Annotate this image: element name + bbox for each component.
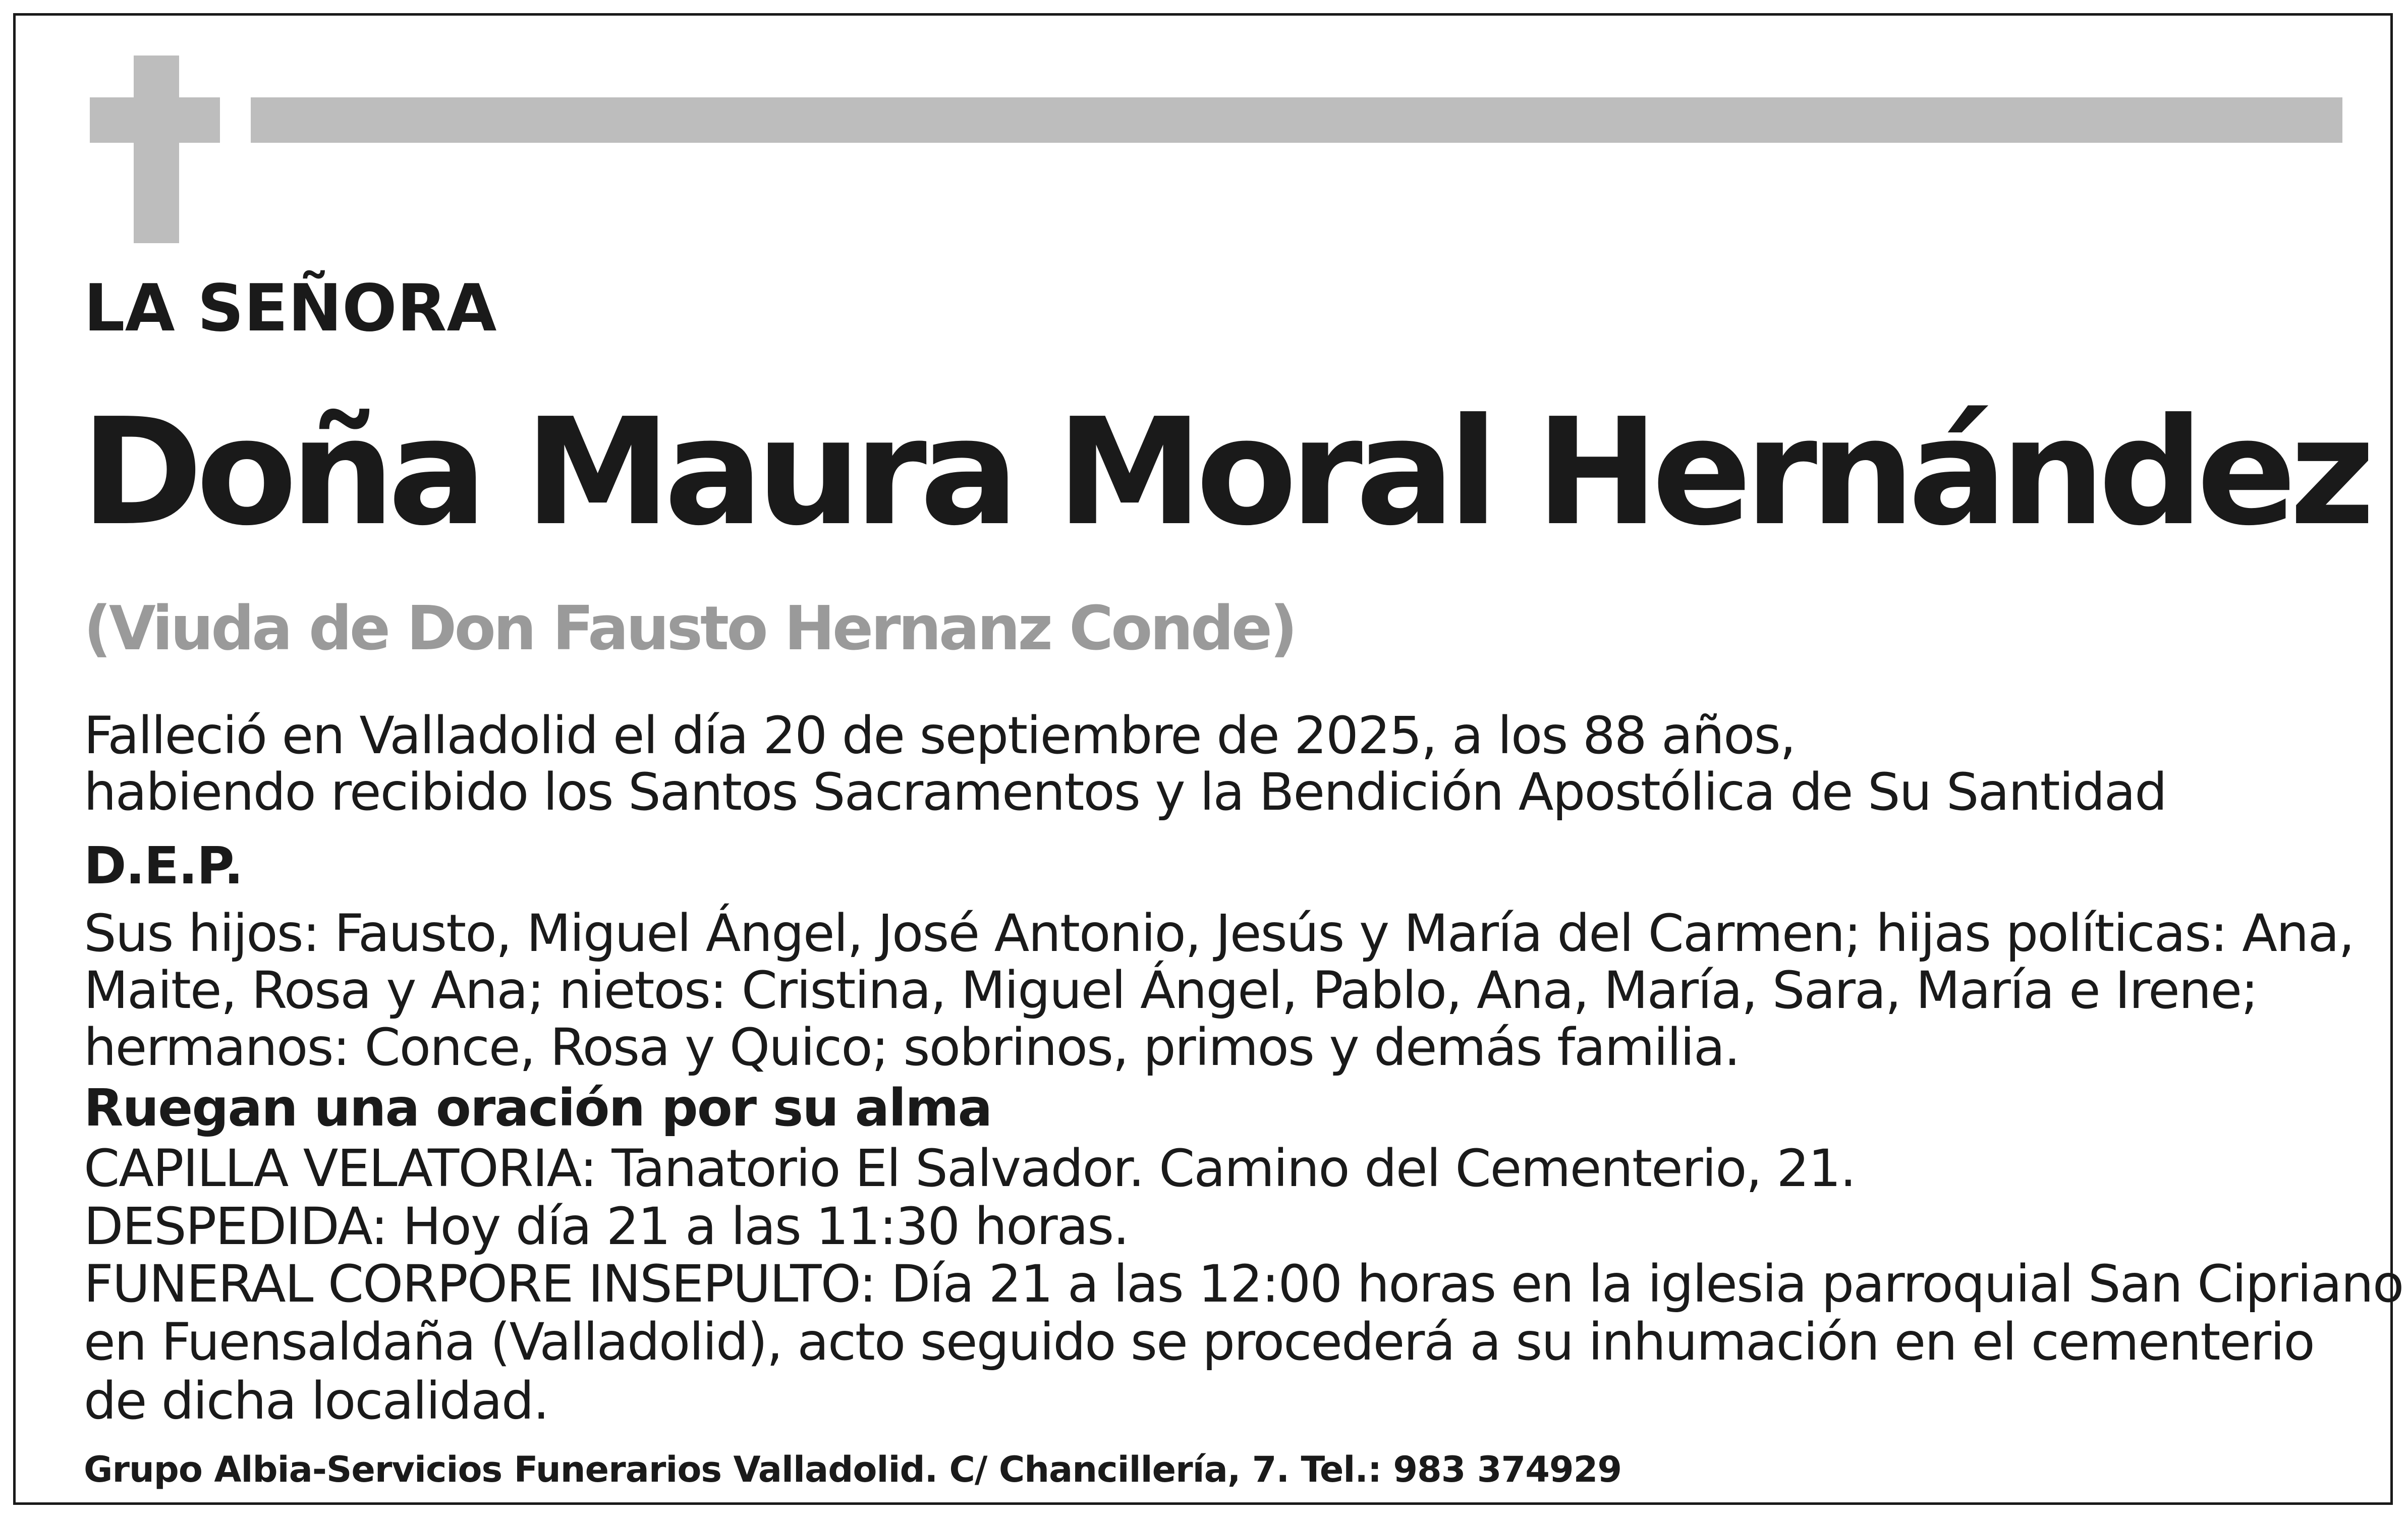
dep-label: D.E.P.	[84, 836, 243, 896]
service-line: FUNERAL CORPORE INSEPULTO: Día 21 a las 12:00 horas en la iglesia parroquial San Cipriano	[84, 1254, 2403, 1314]
family-line: hermanos: Conce, Rosa y Quico; sobrinos, primos y demás familia.	[84, 1018, 1740, 1078]
prayer-request: Ruegan una oración por su alma	[84, 1078, 992, 1138]
service-line: CAPILLA VELATORIA: Tanatorio El Salvador. Camino del Cementerio, 21.	[84, 1139, 1856, 1199]
funeral-home-footer: Grupo Albia-Servicios Funerarios Valladolid. C/ Chancillería, 7. Tel.: 983 374929	[84, 1449, 1622, 1490]
widow-note: (Viuda de Don Fausto Hernanz Conde)	[84, 594, 1296, 664]
cross-horizontal-bar	[90, 97, 220, 143]
death-line: Falleció en Valladolid el día 20 de septiembre de 2025, a los 88 años,	[84, 706, 1796, 766]
header-rule	[251, 97, 2342, 143]
honorific: LA SEÑORA	[84, 271, 497, 346]
service-line: en Fuensaldaña (Valladolid), acto seguido se procederá a su inhumación en el cementerio	[84, 1312, 2314, 1372]
cross-vertical-bar	[134, 55, 179, 243]
family-line: Maite, Rosa y Ana; nietos: Cristina, Miguel Ángel, Pablo, Ana, María, Sara, María e Irene;	[84, 961, 2258, 1021]
family-line: Sus hijos: Fausto, Miguel Ángel, José Antonio, Jesús y María del Carmen; hijas políticas: Ana,	[84, 904, 2354, 964]
service-line: de dicha localidad.	[84, 1371, 549, 1431]
service-line: DESPEDIDA: Hoy día 21 a las 11:30 horas.	[84, 1197, 1129, 1257]
deceased-name: Doña Maura Moral Hernández	[81, 386, 2368, 558]
death-line: habiendo recibido los Santos Sacramentos y la Bendición Apostólica de Su Santidad	[84, 762, 2166, 822]
